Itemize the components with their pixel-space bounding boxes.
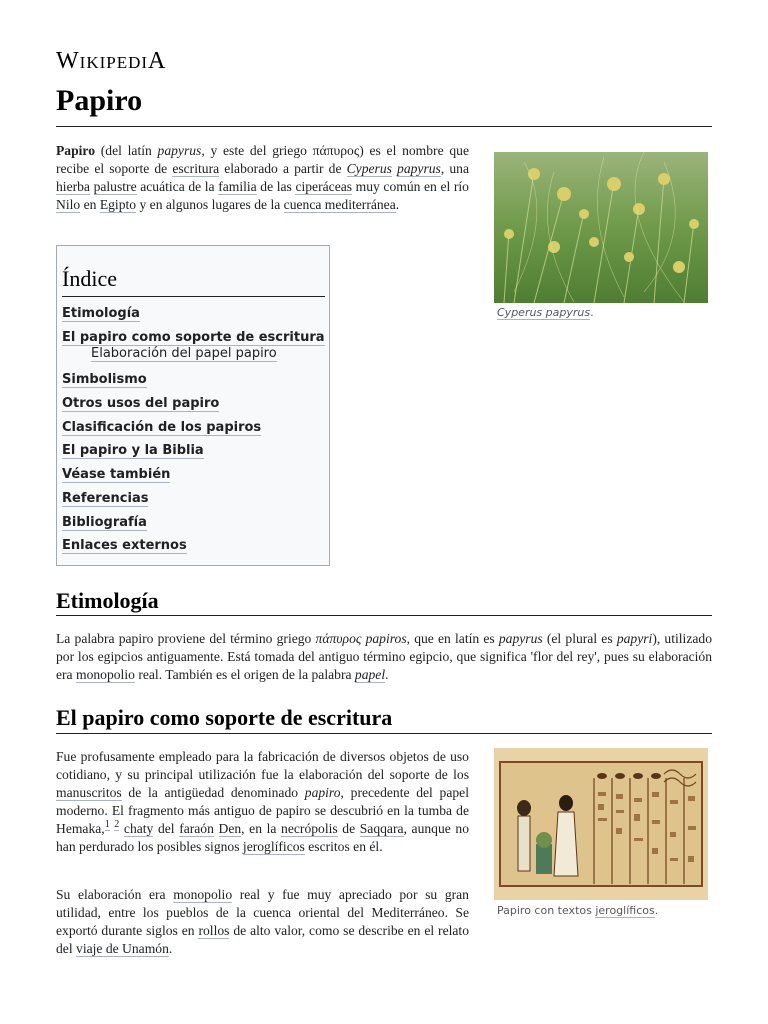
toc-item-simbolismo[interactable]: Simbolismo (62, 372, 147, 388)
table-of-contents (56, 245, 330, 566)
link-den[interactable]: Den (218, 821, 242, 836)
link-monopolio-2[interactable]: monopolio (173, 887, 233, 902)
link-viaje-de-unamon[interactable]: viaje de Unamón (76, 941, 169, 956)
toc-item-enlaces-externos[interactable]: Enlaces externos (62, 538, 187, 554)
toc-item-bibliografia[interactable]: Bibliografía (62, 514, 147, 530)
etimologia-rule (56, 615, 712, 616)
soporte-paragraph-2: Su elaboración era monopolio real y fue muy apreciado por su gran utilidad, entre los pueblos de la cuenca oriental del Mediterráneo. Se exportó durante siglos en rollos de alto valor, como se describe en el relato del viaje de Unamón. (56, 887, 469, 956)
intro-bold-term: Papiro (56, 143, 96, 158)
soporte-rule (56, 733, 712, 734)
toc-item-vease-tambien[interactable]: Véase también (62, 467, 171, 483)
link-saqqara[interactable]: Saqqara (359, 821, 404, 836)
link-egipto[interactable]: Egipto (99, 197, 137, 212)
figure2-caption: Papiro con textos jeroglíficos. (497, 904, 659, 917)
link-caption-jeroglificos[interactable]: jeroglíficos (595, 904, 655, 917)
toc-item-otros-usos[interactable]: Otros usos del papiro (62, 396, 220, 412)
link-hierba[interactable]: hierba (56, 179, 90, 194)
link-faraon[interactable]: faraón (179, 821, 214, 836)
etimologia-paragraph: La palabra papiro proviene del término griego πάπυρος papiros, que en latín es papyrus (el plural es papyri), utilizado por los egipcios antiguamente. Está tomada del antiguo término egipcio, que significa 'flor del rey', pues su elaboración era monopolio real. También es el origen de la palabra papel. (56, 631, 713, 682)
link-manuscritos[interactable]: manuscritos (56, 785, 122, 800)
link-ciperaceas[interactable]: ciperáceas (295, 179, 353, 194)
toc-item-biblia[interactable]: El papiro y la Biblia (62, 443, 204, 459)
reference-2[interactable]: 2 (114, 819, 120, 831)
toc-item-etimologia[interactable]: Etimología (62, 306, 140, 321)
heading-etimologia: Etimología (56, 588, 159, 613)
toc-item-referencias[interactable]: Referencias (62, 490, 149, 506)
wordmark-final: A (148, 48, 167, 74)
reference-1[interactable]: 1 (104, 819, 110, 831)
papyrus-hieroglyphs-image[interactable] (494, 748, 708, 900)
link-monopolio-1[interactable]: monopolio (76, 667, 135, 682)
link-familia[interactable]: familia (218, 179, 257, 194)
link-necropolis[interactable]: necrópolis (281, 821, 338, 836)
toc-subitem-elaboracion[interactable]: Elaboración del papel papiro (91, 346, 277, 362)
link-escritura[interactable]: escritura (172, 161, 220, 176)
link-nilo[interactable]: Nilo (56, 197, 81, 212)
heading-soporte: El papiro como soporte de escritura (56, 705, 393, 730)
link-jeroglificos[interactable]: jeroglíficos (242, 839, 305, 854)
intro-paragraph: Papiro (del latín papyrus, y este del griego πάπυρος) es el nombre que recibe el soporte de escritura elaborado a partir de Cyperus papyrus, una hierba palustre acuática de la familia de las ciperáceas muy común en el río Nilo en Egipto y en algunos lugares de la cuenca mediterránea. (56, 143, 469, 212)
link-palustre[interactable]: palustre (93, 179, 137, 194)
wordmark-middle: IKIPEDI (79, 53, 149, 72)
toc-list (62, 304, 330, 560)
toc-item-clasificacion[interactable]: Clasificación de los papiros (62, 419, 262, 435)
link-papyrus[interactable]: papyrus (397, 161, 441, 176)
page-title: Papiro (56, 84, 143, 117)
soporte-paragraph-1: Fue profusamente empleado para la fabricación de diversos objetos de uso cotidiano, y su principal utilización fue la elaboración del soporte de los manuscritos de la antigüedad denominado papiro, precedente del papel moderno. El fragmento más antiguo de papiro se descubrió en la tumba de Hemaka,$^1$ $^2$ chaty del faraón Den, en la necrópolis de Saqqara, aunque no han perdurado los posibles signos jeroglíficos escritos en él. (56, 749, 469, 854)
toc-item-soporte[interactable]: El papiro como soporte de escritura (62, 329, 325, 345)
toc-title: Índice (62, 266, 325, 297)
link-cuenca-mediterranea[interactable]: cuenca mediterránea (283, 197, 396, 212)
wordmark-initial: W (56, 48, 80, 74)
link-papel[interactable]: papel (354, 667, 386, 682)
link-rollos[interactable]: rollos (198, 923, 230, 938)
title-rule (56, 126, 712, 127)
figure1-caption: Cyperus papyrus. (497, 306, 594, 319)
link-cyperus[interactable]: Cyperus (346, 161, 392, 176)
link-chaty[interactable]: chaty (123, 821, 154, 836)
link-caption-cyperus[interactable]: Cyperus papyrus (497, 306, 591, 319)
wikipedia-wordmark[interactable] (56, 48, 166, 75)
cyperus-papyrus-image[interactable] (494, 152, 708, 303)
